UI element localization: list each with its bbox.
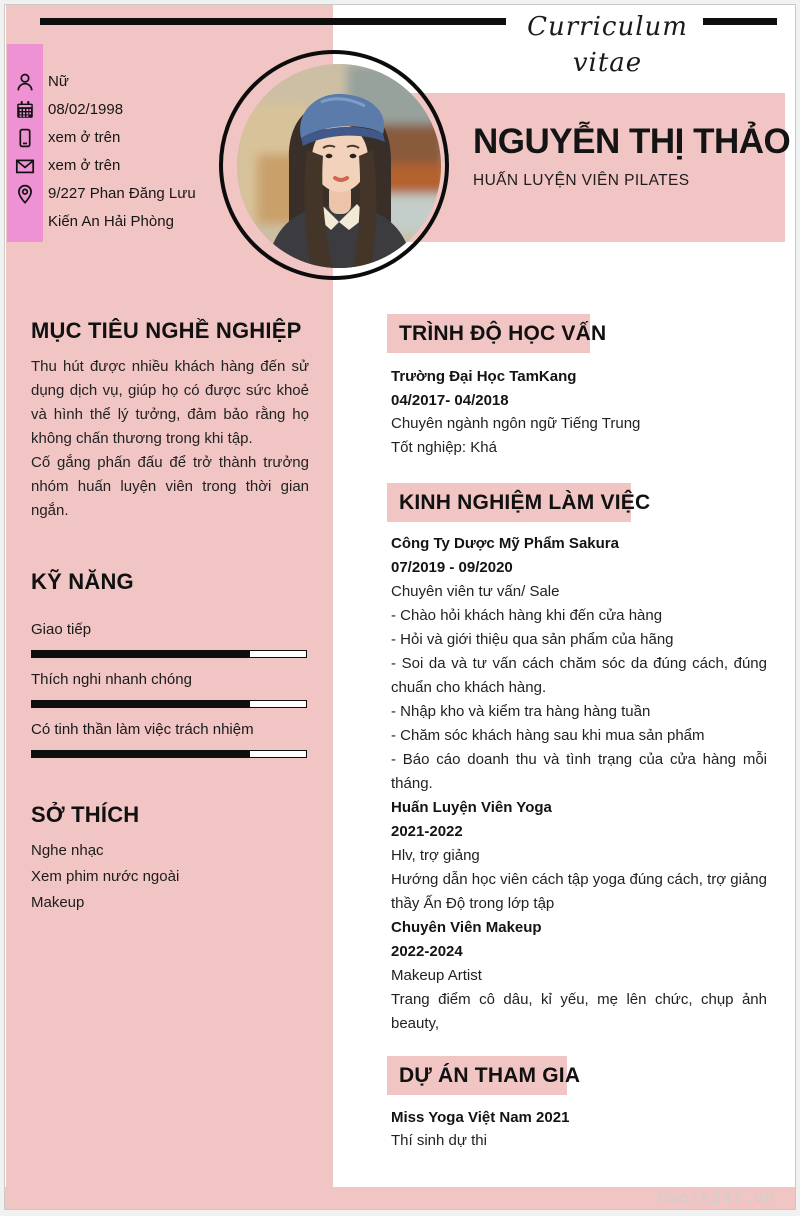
skill-label: Giao tiếp (31, 621, 92, 638)
job-detail: Hướng dẫn học viên cách tập yoga đúng cách, trợ giảng thầy Ấn Độ trong lớp tập (391, 871, 767, 912)
person-job-title: HUẤN LUYỆN VIÊN PILATES (473, 172, 690, 189)
education-heading: TRÌNH ĐỘ HỌC VẤN (387, 314, 590, 353)
job-company: Chuyên Viên Makeup (391, 919, 542, 936)
job-detail: - Nhập kho và kiểm tra hàng hàng tuần (391, 703, 651, 720)
job-role: Makeup Artist (391, 967, 482, 984)
hobby-item: Makeup (31, 894, 85, 911)
education-period: 04/2017- 04/2018 (391, 391, 509, 409)
hobby-item: Xem phim nước ngoài (31, 868, 180, 885)
skill-bar (31, 650, 307, 658)
education-detail: Tốt nghiệp: Khá (391, 438, 497, 456)
header-rule-left (40, 18, 506, 25)
objective-paragraph: Thu hút được nhiều khách hàng đến sử dụng dịch vụ, giúp họ có được sức khoẻ và hình thể lý tưởng, đảm bảo rằng họ không chấn thương trong khi tập. (31, 358, 309, 447)
contact-email: xem ở trên (48, 157, 121, 174)
job-period: 2022-2024 (391, 943, 463, 960)
job-period: 2021-2022 (391, 823, 463, 840)
objective-body (31, 355, 309, 523)
job-detail: Trang điểm cô dâu, kỉ yếu, mẹ lên chức, chụp ảnh beauty, (391, 991, 767, 1032)
education-detail: Chuyên ngành ngôn ngữ Tiếng Trung (391, 415, 641, 432)
job-role: Hlv, trợ giảng (391, 847, 480, 864)
skill-bar-fill (31, 650, 250, 658)
job-company: Công Ty Dược Mỹ Phẩm Sakura (391, 535, 619, 552)
hobbies-list (31, 838, 309, 916)
job-detail: - Soi da và tư vấn cách chăm sóc da đúng cách, đúng chuẩn cho khách hàng. (391, 655, 767, 696)
hobbies-heading: SỞ THÍCH (31, 802, 140, 827)
location-icon (14, 183, 36, 205)
watermark: ©work247.vn (658, 1188, 775, 1207)
education-school: Trường Đại Học TamKang (391, 368, 577, 385)
job-detail: - Hỏi và giới thiệu qua sản phẩm của hãng (391, 631, 674, 648)
skill-label: Có tinh thần làm việc trách nhiệm (31, 721, 254, 738)
job-company: Huấn Luyện Viên Yoga (391, 799, 552, 816)
calendar-icon (14, 99, 36, 121)
job-role: Chuyên viên tư vấn/ Sale (391, 583, 560, 600)
header-rule-right (703, 18, 777, 25)
person-name: NGUYỄN THỊ THẢO (473, 122, 791, 161)
project-name: Miss Yoga Việt Nam 2021 (391, 1109, 570, 1126)
skill-bar-fill (31, 700, 250, 708)
profile-photo (237, 64, 441, 268)
skills-list (31, 618, 307, 768)
projects-body (391, 1106, 767, 1152)
skill-item (31, 618, 307, 658)
mail-icon (14, 155, 36, 177)
skill-bar-fill (31, 750, 250, 758)
contact-phone: xem ở trên (48, 129, 121, 146)
experience-body (391, 532, 767, 1036)
skill-label: Thích nghi nhanh chóng (31, 671, 192, 688)
job-detail: - Chăm sóc khách hàng sau khi mua sản phẩm (391, 727, 705, 744)
project-role: Thí sinh dự thi (391, 1132, 487, 1149)
skill-bar (31, 700, 307, 708)
job-detail: - Chào hỏi khách hàng khi đến cửa hàng (391, 607, 663, 624)
skill-item (31, 668, 307, 708)
document-title: Curriculum vitae (527, 12, 688, 78)
person-icon (14, 71, 36, 93)
education-body (391, 365, 767, 459)
contact-birthday: 08/02/1998 (48, 101, 124, 118)
objective-paragraph: Cố gắng phấn đấu để trở thành trưởng nhóm huấn luyện viên trong thời gian ngắn. (31, 454, 309, 519)
skill-bar (31, 750, 307, 758)
cv-page (4, 4, 796, 1210)
contact-address-line2: Kiến An Hải Phòng (48, 213, 174, 230)
contact-gender: Nữ (48, 73, 69, 90)
experience-heading: KINH NGHIỆM LÀM VIỆC (387, 483, 631, 522)
objective-heading: MỤC TIÊU NGHỀ NGHIỆP (31, 318, 302, 343)
contact-address-line1: 9/227 Phan Đăng Lưu (48, 185, 196, 202)
projects-heading: DỰ ÁN THAM GIA (387, 1056, 567, 1095)
skill-item (31, 718, 307, 758)
phone-icon (14, 127, 36, 149)
hobby-item: Nghe nhạc (31, 842, 104, 859)
job-detail: - Báo cáo doanh thu và tình trạng của cửa hàng mỗi tháng. (391, 751, 767, 792)
skills-heading: KỸ NĂNG (31, 569, 134, 594)
job-period: 07/2019 - 09/2020 (391, 559, 513, 576)
footer-strip (5, 1187, 795, 1209)
